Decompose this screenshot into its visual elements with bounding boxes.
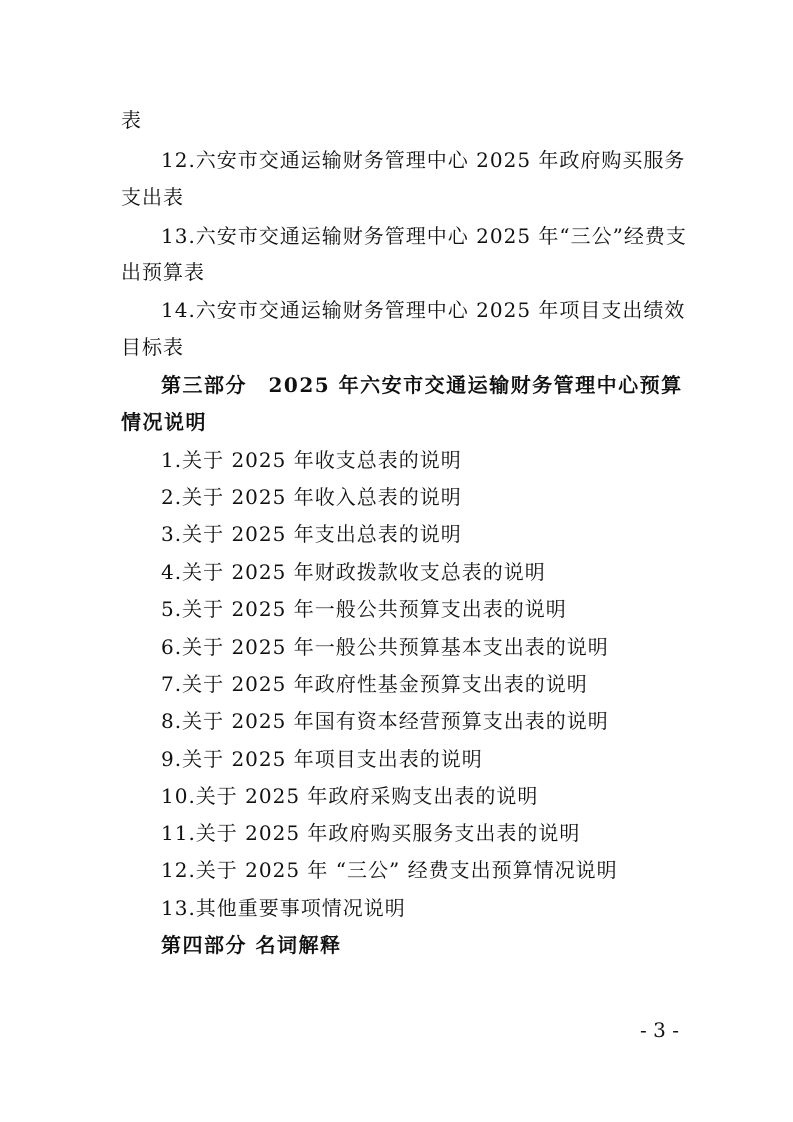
section-three-heading-cont: 情况说明 xyxy=(121,410,207,434)
toc-item-explanation-13: 13.其他重要事项情况说明 xyxy=(161,896,406,920)
toc-item-13-table: 13.六安市交通运输财务管理中心 2025 年“三公”经费支 xyxy=(161,224,687,248)
toc-item-explanation-6: 6.关于 2025 年一般公共预算基本支出表的说明 xyxy=(161,635,609,659)
toc-item-explanation-2: 2.关于 2025 年收入总表的说明 xyxy=(161,485,462,509)
toc-item-14-table-cont: 目标表 xyxy=(121,335,184,359)
toc-item-explanation-8: 8.关于 2025 年国有资本经营预算支出表的说明 xyxy=(161,709,609,733)
toc-item-12-table: 12.六安市交通运输财务管理中心 2025 年政府购买服务 xyxy=(161,148,686,172)
section-four-heading: 第四部分 名词解释 xyxy=(161,933,342,957)
toc-item-12-table-cont: 支出表 xyxy=(121,185,184,209)
toc-item-explanation-3: 3.关于 2025 年支出总表的说明 xyxy=(161,522,462,546)
toc-item-explanation-11: 11.关于 2025 年政府购买服务支出表的说明 xyxy=(161,821,581,845)
section-three-heading: 第三部分 2025 年六安市交通运输财务管理中心预算 xyxy=(161,373,683,397)
toc-item-13-table-cont: 出预算表 xyxy=(121,260,205,284)
toc-item-14-table: 14.六安市交通运输财务管理中心 2025 年项目支出绩效 xyxy=(161,298,686,322)
toc-item-explanation-1: 1.关于 2025 年收支总表的说明 xyxy=(161,448,462,472)
toc-item-explanation-4: 4.关于 2025 年财政拨款收支总表的说明 xyxy=(161,560,546,584)
page-number: - 3 - xyxy=(640,1018,679,1042)
toc-item-explanation-7: 7.关于 2025 年政府性基金预算支出表的说明 xyxy=(161,672,588,696)
toc-item-explanation-10: 10.关于 2025 年政府采购支出表的说明 xyxy=(161,784,539,808)
continuation-line-table: 表 xyxy=(121,108,142,132)
toc-item-explanation-9: 9.关于 2025 年项目支出表的说明 xyxy=(161,747,483,771)
toc-item-explanation-5: 5.关于 2025 年一般公共预算支出表的说明 xyxy=(161,597,567,621)
toc-item-explanation-12: 12.关于 2025 年 “三公” 经费支出预算情况说明 xyxy=(161,858,618,882)
